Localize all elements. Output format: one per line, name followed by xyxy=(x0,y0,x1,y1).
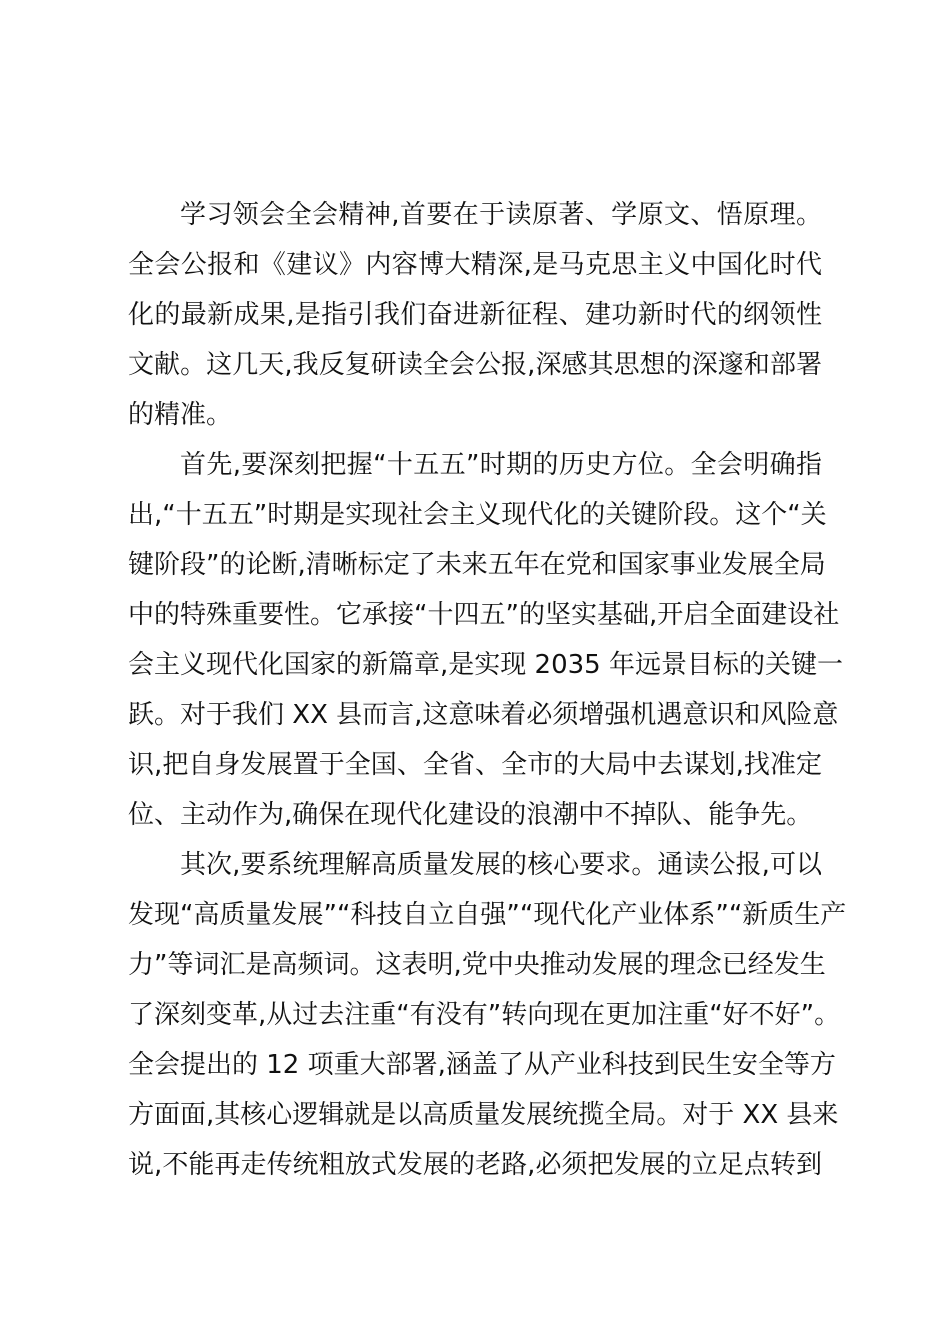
paragraph-1-line-3: 化的最新成果,是指引我们奋进新征程、建功新时代的纲领性 xyxy=(128,300,822,330)
paragraph-2-line-7: 识,把自身发展置于全国、全省、全市的大局中去谋划,找准定 xyxy=(128,750,822,780)
paragraph-2-line-8: 位、主动作为,确保在现代化建设的浪潮中不掉队、能争先。 xyxy=(128,800,813,830)
paragraph-3-line-1: 其次,要系统理解高质量发展的核心要求。通读公报,可以 xyxy=(180,850,822,880)
paragraph-3-line-3: 力”等词汇是高频词。这表明,党中央推动发展的理念已经发生 xyxy=(128,950,826,980)
paragraph-1-line-2: 全会公报和《建议》内容博大精深,是马克思主义中国化时代 xyxy=(128,250,822,280)
paragraph-1-line-4: 文献。这几天,我反复研读全会公报,深感其思想的深邃和部署 xyxy=(128,350,822,380)
paragraph-2-line-1: 首先,要深刻把握“十五五”时期的历史方位。全会明确指 xyxy=(180,450,822,480)
paragraph-2-line-5: 会主义现代化国家的新篇章,是实现 2035 年远景目标的关键一 xyxy=(128,650,843,680)
paragraph-3-line-6: 方面面,其核心逻辑就是以高质量发展统揽全局。对于 XX 县来 xyxy=(128,1100,839,1130)
paragraph-3-line-2: 发现“高质量发展”“科技自立自强”“现代化产业体系”“新质生产 xyxy=(128,900,847,930)
paragraph-3-line-5: 全会提出的 12 项重大部署,涵盖了从产业科技到民生安全等方 xyxy=(128,1050,836,1080)
paragraph-2-line-6: 跃。对于我们 XX 县而言,这意味着必须增强机遇意识和风险意 xyxy=(128,700,839,730)
paragraph-2-line-4: 中的特殊重要性。它承接“十四五”的坚实基础,开启全面建设社 xyxy=(128,600,840,630)
paragraph-3-line-7: 说,不能再走传统粗放式发展的老路,必须把发展的立足点转到 xyxy=(128,1150,822,1180)
paragraph-1-line-5: 的精准。 xyxy=(128,400,233,430)
paragraph-2-line-3: 键阶段”的论断,清晰标定了未来五年在党和国家事业发展全局 xyxy=(128,550,826,580)
paragraph-3-line-4: 了深刻变革,从过去注重“有没有”转向现在更加注重“好不好”。 xyxy=(128,1000,841,1030)
paragraph-2-line-2: 出,“十五五”时期是实现社会主义现代化的关键阶段。这个“关 xyxy=(128,500,827,530)
paragraph-1-line-1: 学习领会全会精神,首要在于读原著、学原文、悟原理。 xyxy=(180,200,822,230)
